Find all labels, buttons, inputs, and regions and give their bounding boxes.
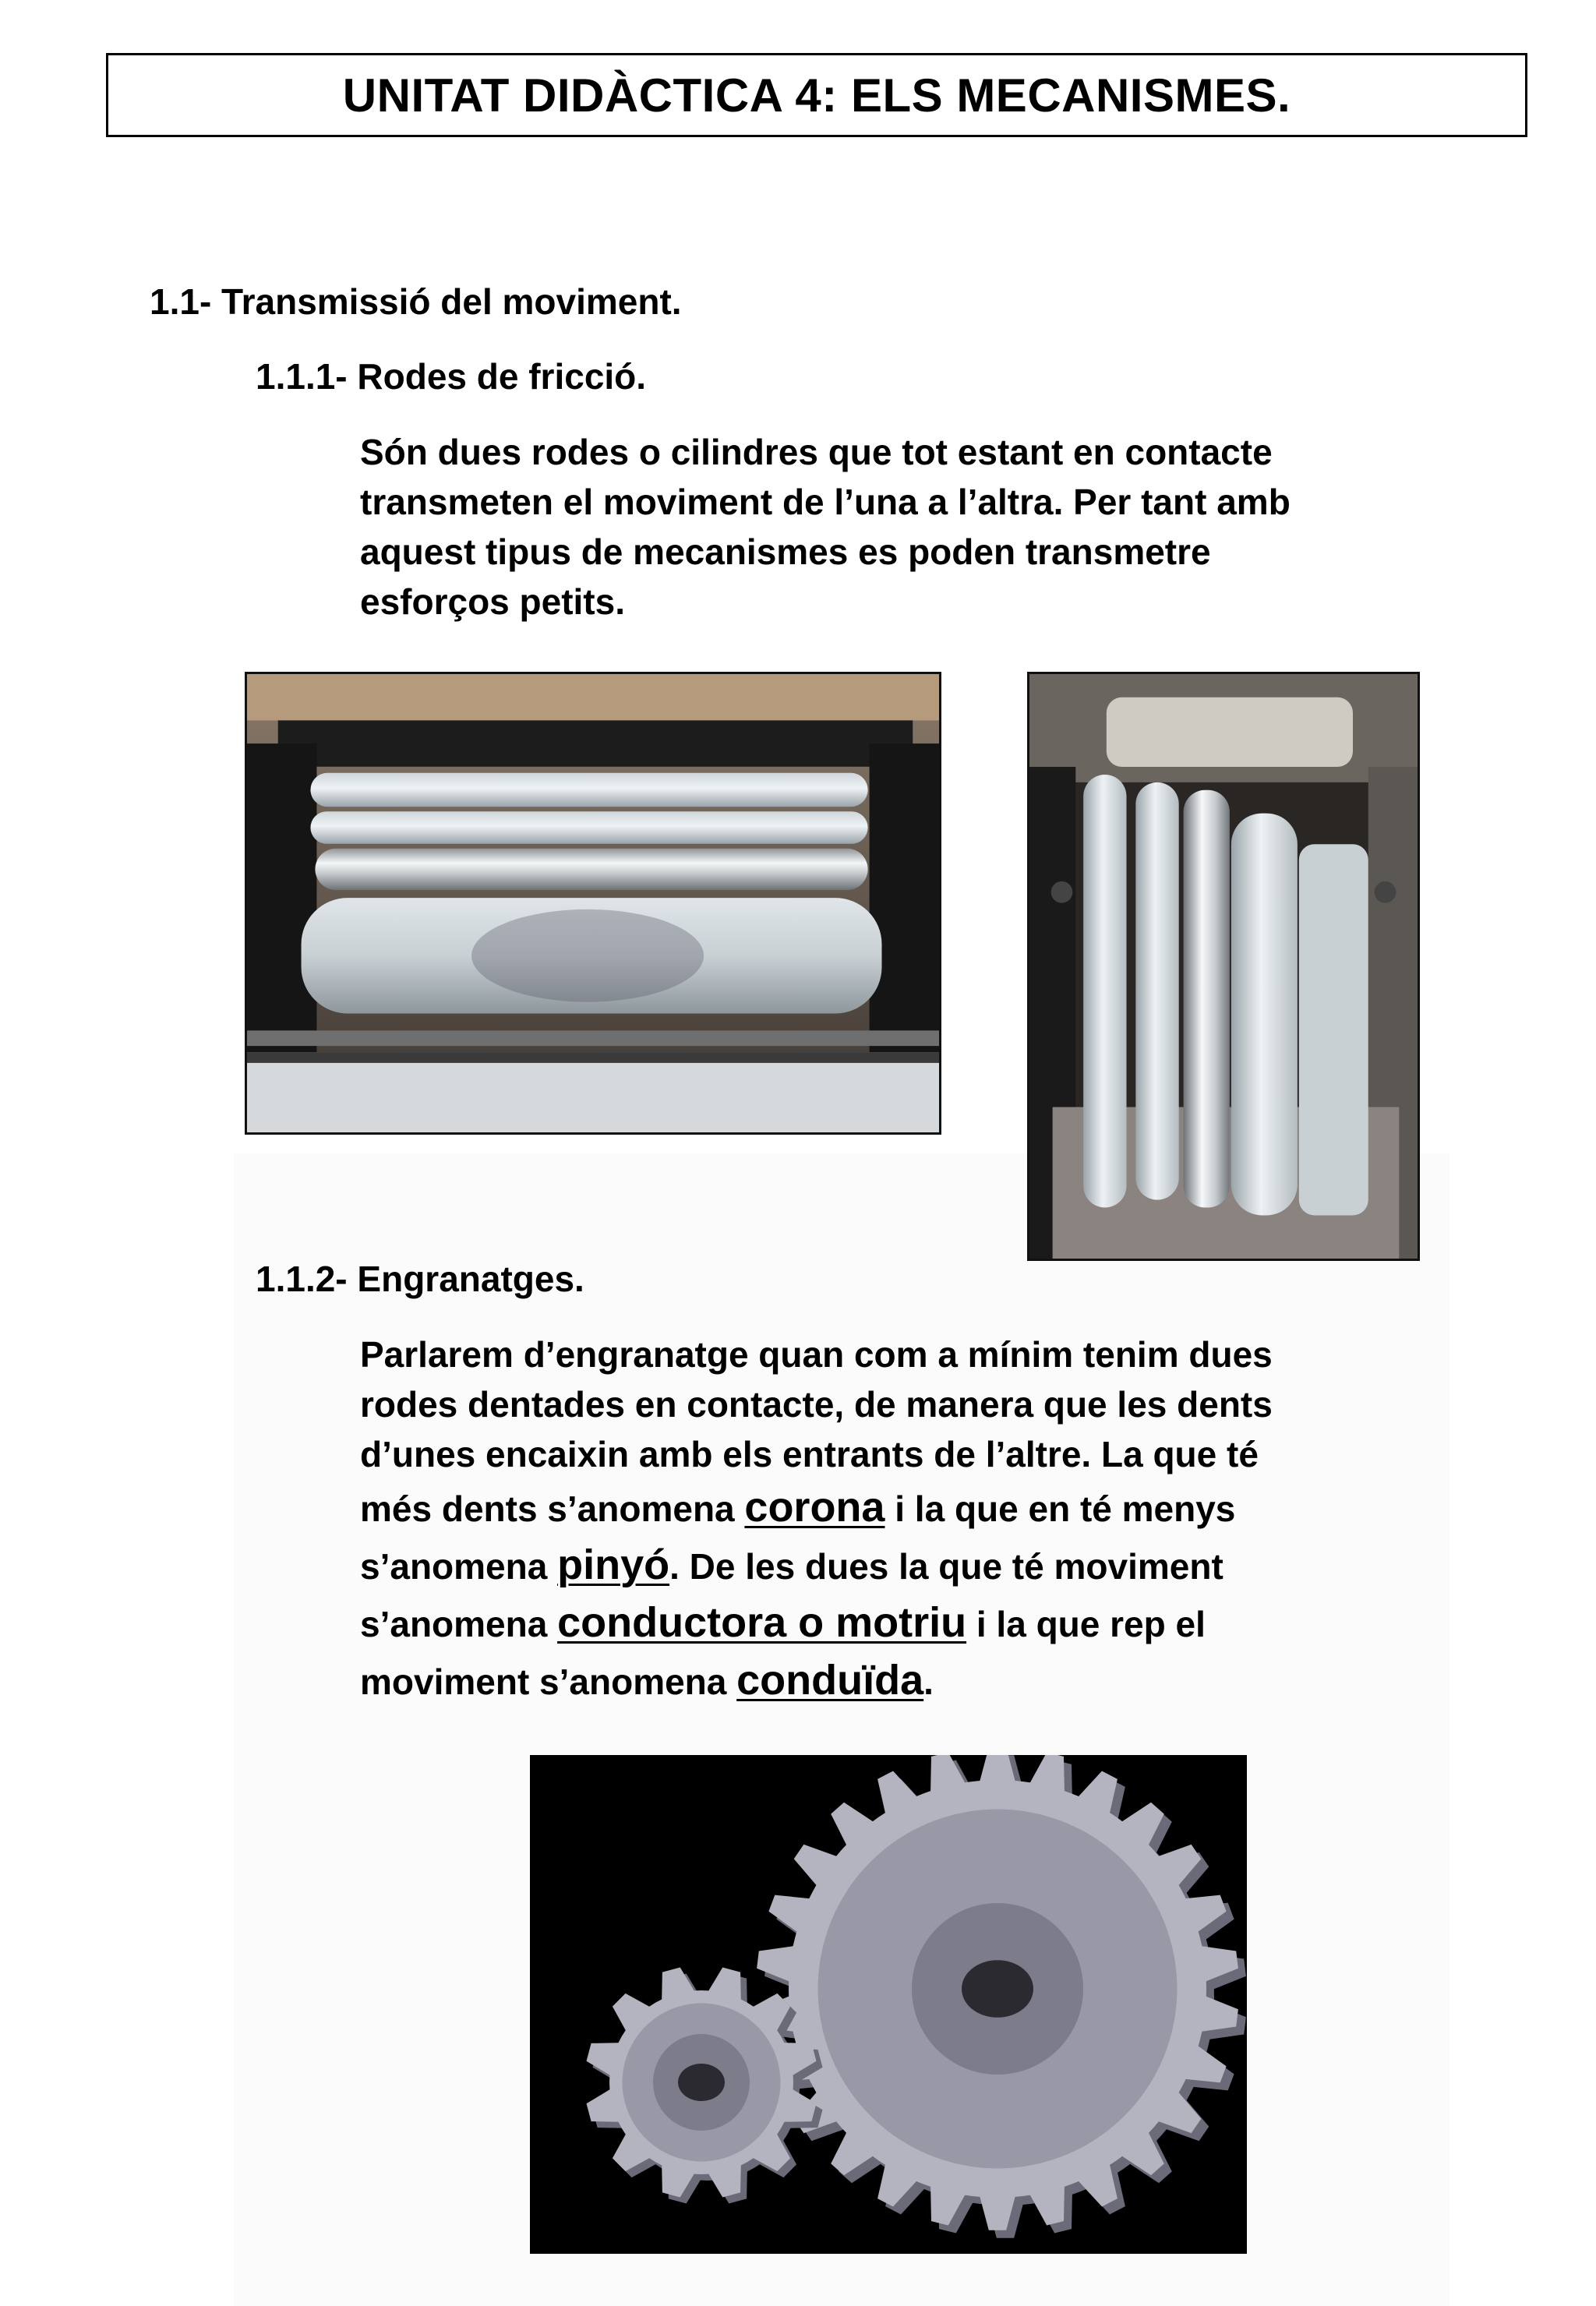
text-run: més dents s’anomena (360, 1488, 745, 1529)
subsection-heading-friction-wheels: 1.1.1- Rodes de fricció. (256, 356, 647, 397)
paragraph-line: Són dues rodes o cilindres que tot estant en contacte (360, 432, 1273, 472)
paragraph-line: d’unes encaixin amb els entrants de l’altre. La que té (360, 1434, 1259, 1474)
paragraph-line: Parlarem d’engranatge quan com a mínim tenim dues (360, 1334, 1273, 1375)
gears-paragraph (360, 1330, 1482, 1710)
text-run: . De les dues la que té moviment (669, 1546, 1223, 1587)
text-run: s’anomena (360, 1604, 558, 1644)
text-run: moviment s’anomena (360, 1662, 737, 1702)
gears-illustration (530, 1755, 1247, 2254)
paragraph-line (360, 1594, 1482, 1652)
text-run: i la que rep el (966, 1604, 1206, 1644)
paragraph-line (360, 1652, 1482, 1710)
term-conductora-motriu: conductora o motriu (557, 1599, 967, 1646)
text-run: . (923, 1662, 934, 1702)
term-corona: corona (744, 1484, 885, 1531)
paragraph-line: transmeten el moviment de l’una a l’altra. Per tant amb (360, 482, 1291, 522)
text-run: s’anomena (360, 1546, 558, 1587)
paragraph-line: esforços petits. (360, 581, 625, 622)
paragraph-line (360, 1479, 1482, 1537)
text-run: i la que en té menys (885, 1488, 1236, 1529)
crown-gear (757, 1755, 1246, 2238)
friction-rollers-photo-horizontal (245, 672, 941, 1135)
friction-wheels-paragraph (360, 427, 1482, 627)
paragraph-line: aquest tipus de mecanismes es poden transmetre (360, 531, 1211, 572)
paragraph-line: rodes dentades en contacte, de manera que les dents (360, 1384, 1273, 1425)
friction-rollers-photo-vertical (1027, 672, 1420, 1261)
term-conduida: conduïda (736, 1657, 924, 1704)
section-heading: 1.1- Transmissió del moviment. (150, 281, 682, 322)
term-pinyo: pinyó (557, 1541, 670, 1588)
paragraph-line (360, 1537, 1482, 1594)
page-title: UNITAT DIDÀCTICA 4: ELS MECANISMES. (106, 53, 1527, 137)
subsection-heading-gears: 1.1.2- Engranatges. (256, 1259, 584, 1299)
